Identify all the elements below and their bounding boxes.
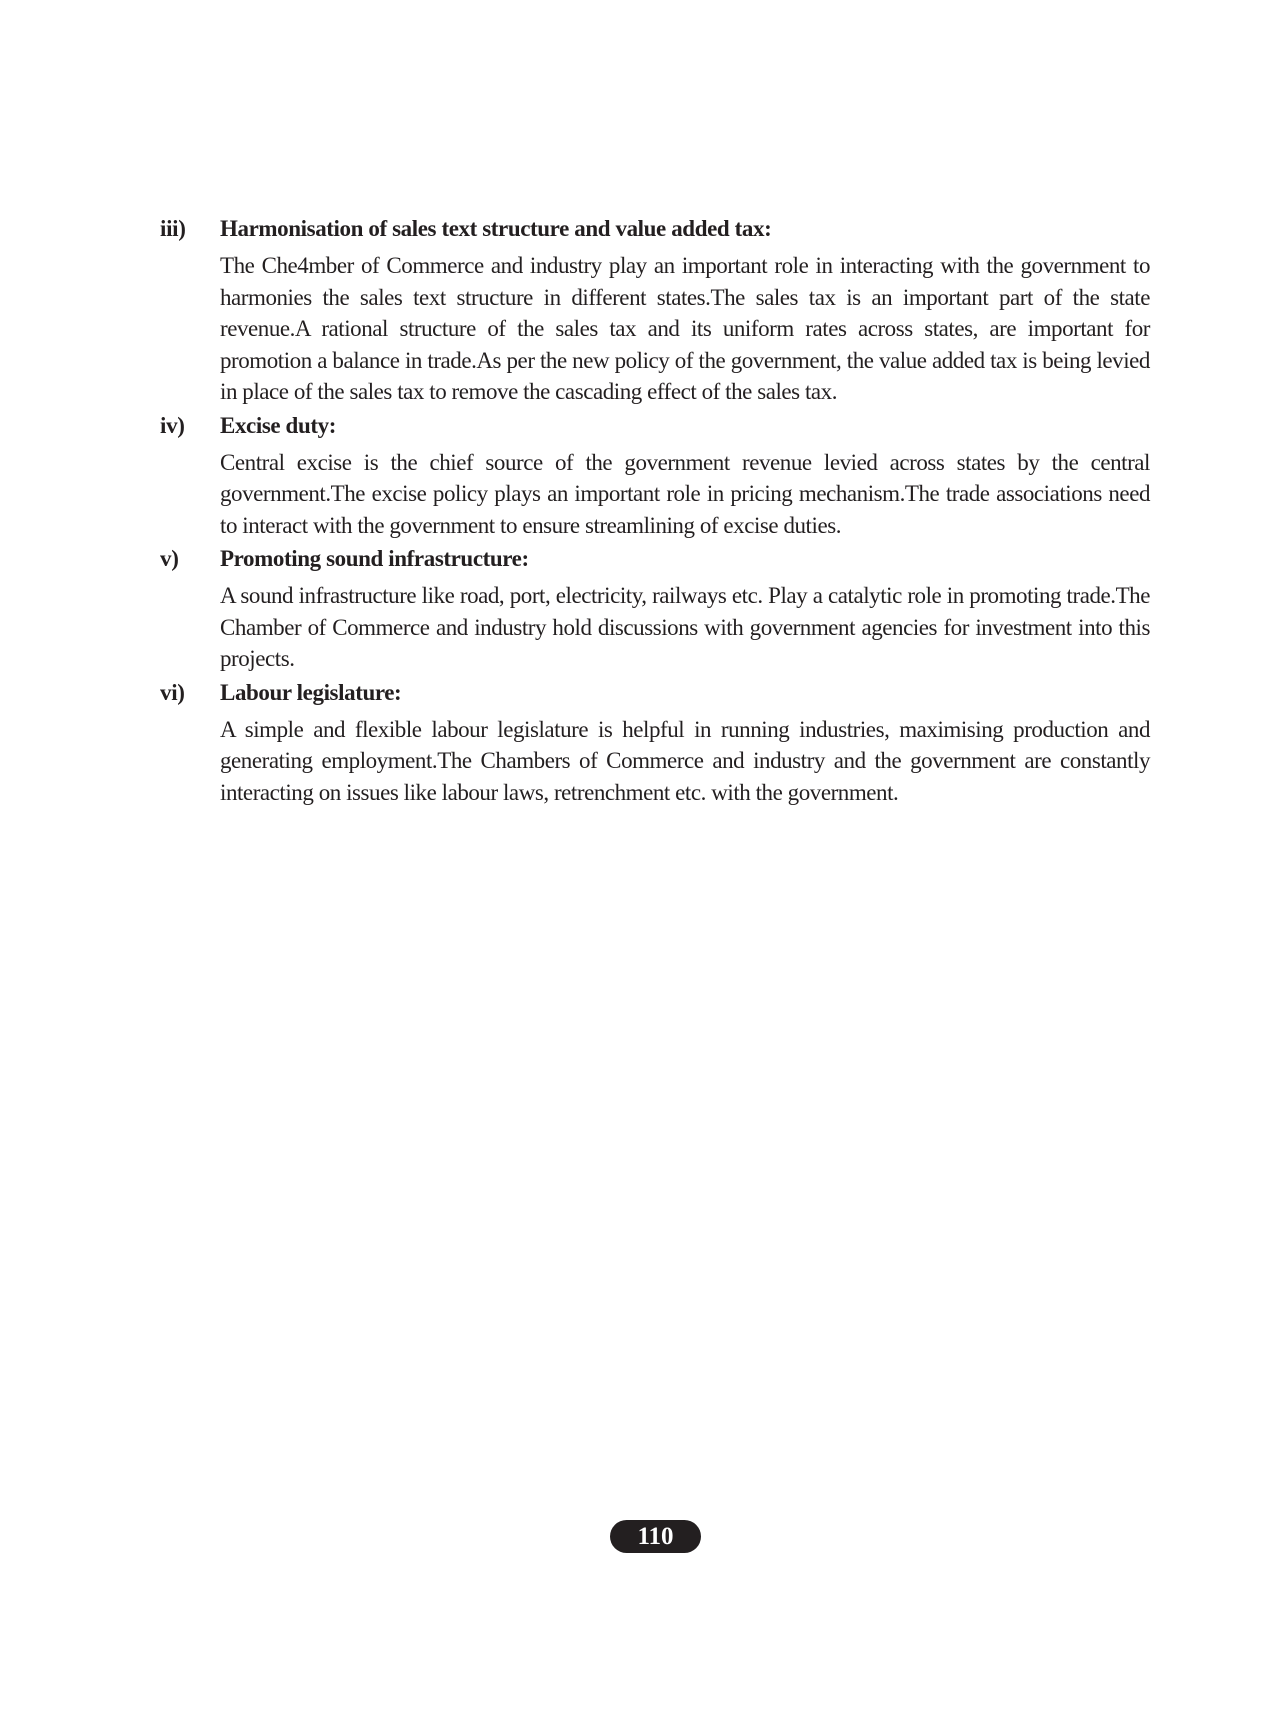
section-heading: Promoting sound infrastructure: [220,546,529,571]
section-body: The Che4mber of Commerce and industry play an important role in interacting with the government to harmonies the sales text structure in different states.The sales tax is an important part of the state revenue.A rational structure of the sales tax and its uniform rates across states, are important for promotion a balance in trade.As per the new policy of the government, the value added tax is being levied in place of the sales tax to remove the cascading effect of the sales tax. [220,253,1150,404]
section-labour-legislature [160,680,1150,809]
section-number: v) [160,546,179,571]
section-excise-duty [160,413,1150,542]
section-heading: Labour legislature: [220,679,402,705]
section-body: A sound infrastructure like road, port, electricity, railways etc. Play a catalytic role in promoting trade.The Chamber of Commerce and industry hold discussions with government agencies for investment into this projects. [220,583,1150,671]
section-heading: Harmonisation of sales text structure and value added tax: [220,216,772,241]
section-heading: Excise duty: [220,412,336,438]
page-number-badge: 110 [610,1520,701,1553]
section-body: A simple and flexible labour legislature is helpful in running industries, maximising production and generating employment.The Chambers of Commerce and industry and the government are constantly interacting on issues like labour laws, retrenchment etc. with the government. [220,716,1150,805]
section-number: vi) [160,679,185,705]
section-body: Central excise is the chief source of the government revenue levied across states by the central government.The excise policy plays an important role in pricing mechanism.The trade associations need to interact with the government to ensure streamlining of excise duties. [220,449,1150,538]
section-infrastructure [160,546,1150,675]
section-number: iv) [160,412,185,438]
section-harmonisation [160,216,1150,408]
document-content [160,216,1150,813]
section-number: iii) [160,216,186,241]
